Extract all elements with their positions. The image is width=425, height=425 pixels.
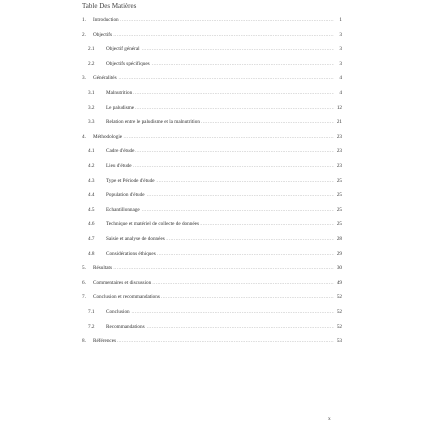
toc-entry-page: 52: [334, 308, 342, 317]
toc-entry[interactable]: [0, 279, 425, 288]
toc-entry-page: 21: [334, 118, 342, 127]
toc-entry[interactable]: [0, 89, 425, 98]
toc-entry-number: 6.: [82, 279, 86, 286]
toc-entry-title: Lieu d'étude: [106, 163, 132, 169]
toc-entry-page: 23: [334, 133, 342, 142]
toc-entry-page: 1: [334, 16, 342, 25]
toc-entry-title: Méthodologie: [93, 133, 123, 140]
toc-leader-dots: [93, 264, 334, 273]
toc-entry-number: 4.1: [88, 148, 95, 155]
toc-entry[interactable]: [0, 133, 425, 142]
toc-entry-page: 3: [334, 60, 342, 69]
toc-entry-number: 4.8: [88, 250, 95, 257]
toc-entry-number: 7.: [82, 294, 86, 301]
toc-entry-title: Malnutrition: [106, 90, 133, 96]
toc-entry[interactable]: [0, 337, 425, 346]
toc-leader-dots: [93, 31, 334, 40]
toc-entry-page: 23: [334, 147, 342, 156]
toc-entry[interactable]: [0, 235, 425, 244]
toc-entry-page: 3: [334, 45, 342, 54]
toc-leader-dots: [106, 162, 334, 171]
toc-entry-title: Relation entre le paludisme et la malnutrition: [106, 119, 200, 126]
toc-entry-page: 25: [334, 191, 342, 200]
toc-leader-dots: [93, 74, 334, 83]
toc-entry-number: 4.5: [88, 206, 95, 213]
toc-entry[interactable]: [0, 220, 425, 229]
toc-entry[interactable]: [0, 191, 425, 200]
toc-entry-number: 4.7: [88, 236, 95, 242]
toc-entry[interactable]: [0, 118, 425, 127]
toc-entry-page: 3: [334, 31, 342, 40]
toc-entry[interactable]: [0, 206, 425, 215]
toc-entry-number: 4.3: [88, 177, 95, 184]
toc-entry-number: 4.: [82, 133, 86, 140]
toc-entry-number: 3.: [82, 75, 86, 82]
toc-entry-page: 25: [334, 220, 342, 229]
toc-leader-dots: [106, 147, 334, 156]
toc-entry[interactable]: [0, 31, 425, 40]
toc-entry-number: 3.2: [88, 104, 95, 111]
toc-entry-title: Références: [93, 338, 117, 345]
toc-entry-number: 2.1: [88, 46, 95, 53]
toc-entry-title: Population d'étude: [106, 192, 145, 199]
toc-entry-title: Cadre d'étude: [106, 148, 135, 155]
toc-entry-number: 2.2: [88, 60, 95, 67]
toc-entry-number: 4.6: [88, 221, 95, 228]
toc-entry-number: 4.4: [88, 192, 95, 199]
toc-leader-dots: [93, 16, 334, 25]
toc-leader-dots: [93, 337, 334, 346]
toc-entry-page: 12: [334, 104, 342, 113]
toc-entry-number: 1.: [82, 17, 86, 23]
toc-entry-title: Considérations éthiques: [106, 250, 156, 257]
toc-entry-number: 7.2: [88, 323, 95, 330]
toc-leader-dots: [106, 104, 334, 113]
toc-entry-title: Introduction: [93, 17, 119, 23]
toc-entry-title: Conclusion et recommandations: [93, 294, 160, 301]
toc-leader-dots: [106, 89, 334, 98]
toc-entry-title: Objectifs spécifiques: [106, 60, 150, 67]
toc-entry[interactable]: [0, 264, 425, 273]
toc-entry-page: 4: [334, 89, 342, 98]
toc-entry-page: 52: [334, 293, 342, 302]
toc-entry[interactable]: [0, 60, 425, 69]
toc-entry-number: 4.2: [88, 163, 95, 169]
toc-entry[interactable]: [0, 16, 425, 25]
toc-entry-title: Technique et matériel de collecte de données: [106, 221, 199, 228]
toc-entry[interactable]: [0, 293, 425, 302]
toc-entry[interactable]: [0, 162, 425, 171]
toc-leader-dots: [106, 308, 334, 317]
toc-entry-title: Le paludisme: [106, 104, 135, 111]
page-number: x: [328, 416, 331, 422]
toc-entry[interactable]: [0, 104, 425, 113]
toc-entry-title: Objectif général: [106, 46, 140, 53]
toc-entry-number: 3.3: [88, 119, 95, 126]
toc-entry[interactable]: [0, 45, 425, 54]
toc-leader-dots: [93, 133, 334, 142]
toc-entry-number: 3.1: [88, 90, 95, 96]
toc-entry-page: 52: [334, 323, 342, 332]
toc-entry-number: 5.: [82, 265, 86, 272]
toc-entry[interactable]: [0, 147, 425, 156]
toc-entry[interactable]: [0, 74, 425, 83]
toc-entry-page: 25: [334, 206, 342, 215]
toc-title: Table Des Matières: [82, 2, 137, 10]
toc-entry-page: 49: [334, 279, 342, 288]
toc-entry-page: 30: [334, 264, 342, 273]
toc-entry-number: 8.: [82, 338, 86, 345]
toc-entry-page: 53: [334, 337, 342, 346]
toc-entry-title: Conclusion: [106, 309, 130, 315]
toc-entry-number: 7.1: [88, 309, 95, 315]
toc-entry-page: 25: [334, 177, 342, 186]
toc-entry-page: 4: [334, 74, 342, 83]
toc-entry[interactable]: [0, 323, 425, 332]
toc-entry-title: Recommandations: [106, 323, 145, 330]
toc-entry-title: Objectifs: [93, 31, 113, 38]
toc-entry-page: 23: [334, 162, 342, 171]
toc-entry-title: Echantillonnage: [106, 206, 140, 213]
toc-entry-number: 2.: [82, 31, 86, 38]
toc-entry[interactable]: [0, 308, 425, 317]
toc-entry-page: 28: [334, 235, 342, 244]
toc-entry[interactable]: [0, 250, 425, 259]
toc-entry-title: Résultats: [93, 265, 113, 272]
toc-entry-title: Commentaires et discussion: [93, 279, 152, 286]
toc-entry-title: Généralités: [93, 75, 117, 82]
toc-entry-title: Saisie et analyse de données: [106, 236, 165, 242]
toc-entry-title: Type et Période d'étude: [106, 177, 155, 184]
toc-entry-page: 29: [334, 250, 342, 259]
toc-entry[interactable]: [0, 177, 425, 186]
